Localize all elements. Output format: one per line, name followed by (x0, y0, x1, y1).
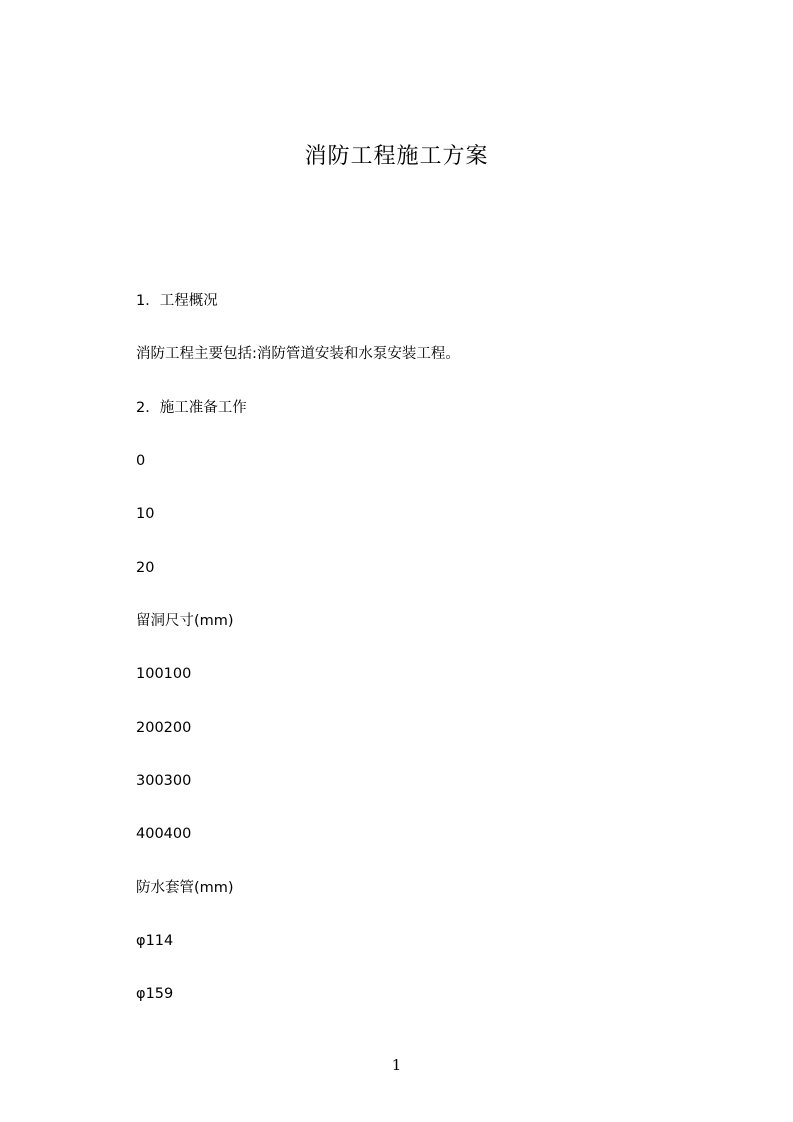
text-line: 10 (136, 506, 155, 522)
text-line: 100100 (136, 666, 192, 682)
text-line: 20 (136, 560, 155, 576)
waterproof-sleeve-label: 防水套管(mm) (136, 880, 234, 896)
section-heading-preparation: 2．施工准备工作 (136, 400, 247, 416)
overview-paragraph: 消防工程主要包括:消防管道安装和水泵安装工程。 (136, 346, 460, 362)
text-line: φ114 (136, 933, 174, 949)
document-title: 消防工程施工方案 (304, 144, 489, 169)
text-line: φ159 (136, 986, 174, 1002)
text-line: 400400 (136, 826, 192, 842)
page-number: 1 (391, 1056, 402, 1074)
reserved-hole-size-label: 留洞尺寸(mm) (136, 613, 234, 629)
text-line: 0 (136, 453, 146, 469)
text-line: 300300 (136, 773, 192, 789)
text-line: 200200 (136, 720, 192, 736)
section-heading-overview: 1．工程概况 (136, 293, 218, 309)
